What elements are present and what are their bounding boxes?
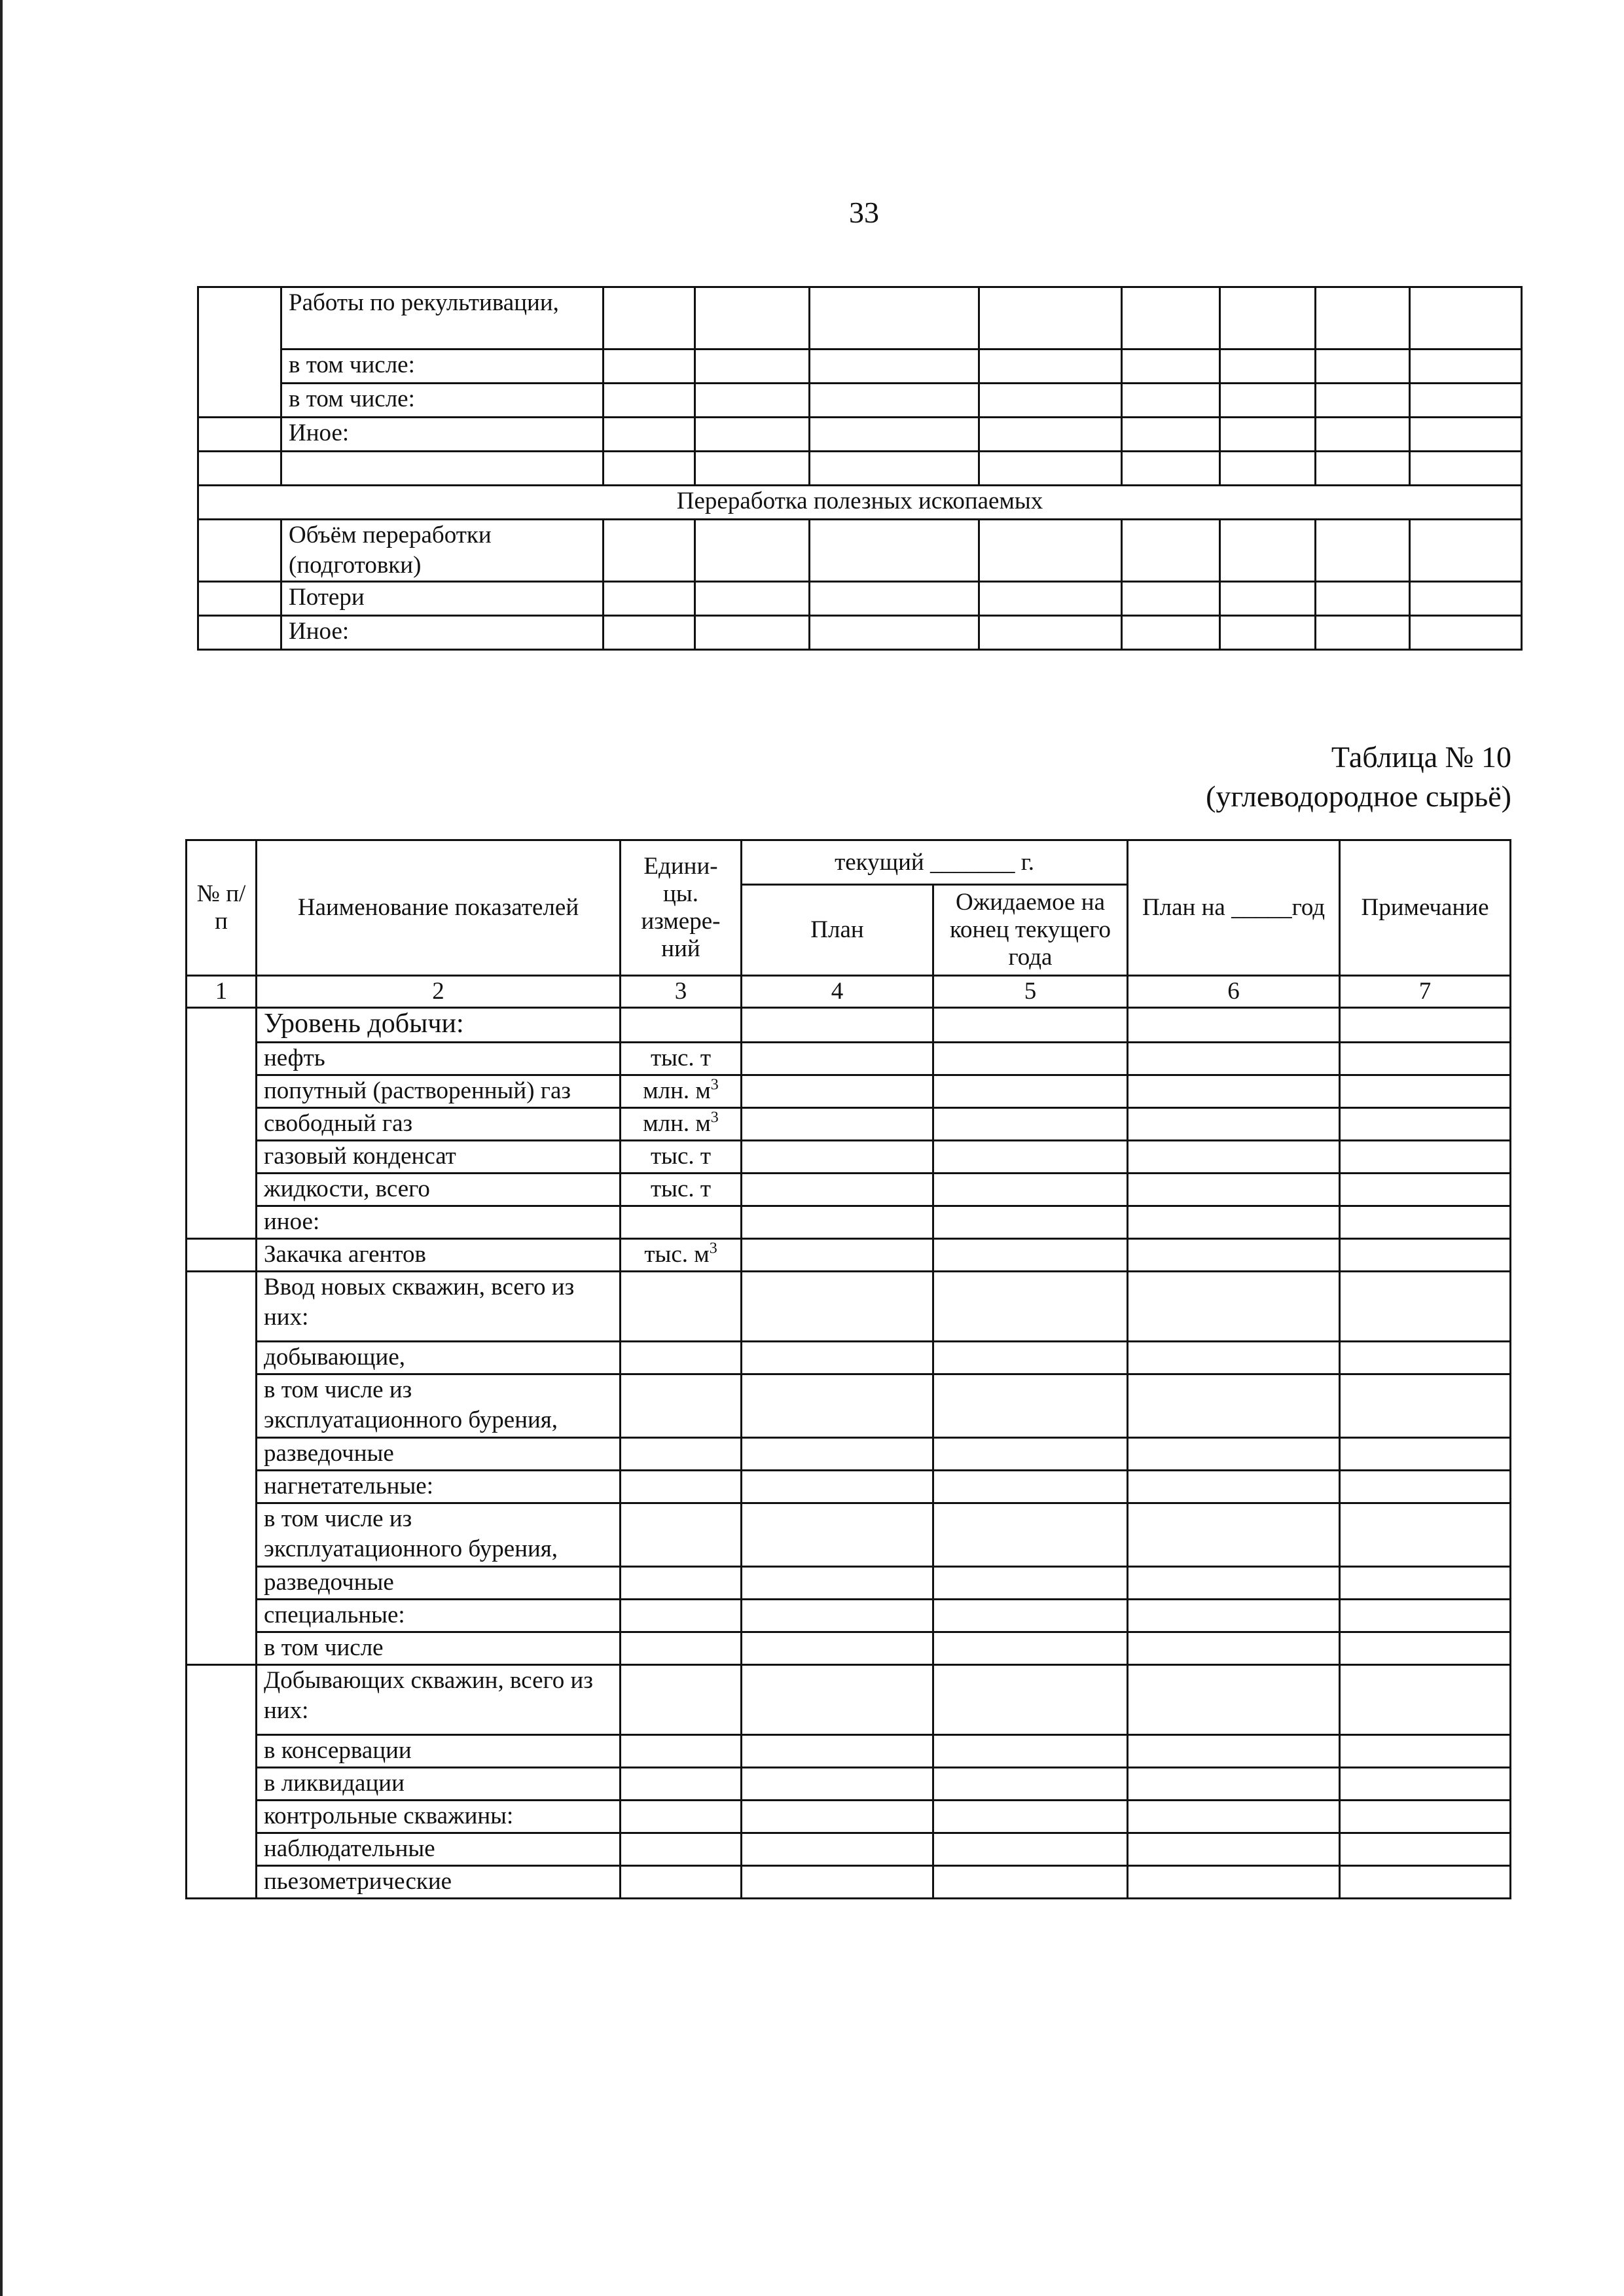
table-cell [1410, 520, 1522, 582]
table-row [187, 1833, 1511, 1866]
row-unit [621, 1206, 742, 1239]
table-row [198, 452, 1522, 486]
table-cell [1316, 384, 1410, 418]
table-cell [742, 1801, 933, 1833]
table-cell [979, 384, 1122, 418]
table-cell [933, 1768, 1128, 1801]
row-unit [621, 1008, 742, 1043]
table-cell [742, 1567, 933, 1600]
table-row [187, 1632, 1511, 1665]
table-cell [1340, 1665, 1511, 1735]
table-row [198, 616, 1522, 650]
table-row [187, 1008, 1511, 1043]
table-cell [933, 1632, 1128, 1665]
table-cell [198, 287, 281, 418]
table-cell [695, 520, 810, 582]
table-cell [1340, 1075, 1511, 1108]
table-cell [742, 1043, 933, 1075]
table-row [187, 1471, 1511, 1503]
row-label: иное: [257, 1206, 621, 1239]
table-cell [979, 616, 1122, 650]
column-numbers-row [187, 976, 1511, 1008]
row-label: в том числе [257, 1632, 621, 1665]
table-cell [604, 418, 695, 452]
header-num: № п/п [187, 840, 257, 976]
table-cell [1220, 418, 1316, 452]
table-cell [810, 616, 979, 650]
table-cell [621, 1866, 742, 1899]
table-cell [1340, 1043, 1511, 1075]
row-label: газовый конденсат [257, 1141, 621, 1174]
table-row [198, 418, 1522, 452]
table-cell [1410, 582, 1522, 616]
table-row [187, 1438, 1511, 1471]
table-cell [1340, 1206, 1511, 1239]
table-cell [742, 1374, 933, 1438]
row-label: контрольные скважины: [257, 1801, 621, 1833]
row-label: в том числе: [281, 350, 604, 384]
table-cell [604, 520, 695, 582]
table-cell [1340, 1141, 1511, 1174]
table-row [187, 1374, 1511, 1438]
row-unit: тыс. т [621, 1043, 742, 1075]
table-cell [742, 1471, 933, 1503]
table-cell [933, 1374, 1128, 1438]
table-row [187, 1503, 1511, 1567]
table-cell [742, 1075, 933, 1108]
table-cell [1128, 1075, 1340, 1108]
table-cell [1340, 1735, 1511, 1768]
table-cell [1128, 1801, 1340, 1833]
column-number: 6 [1128, 976, 1340, 1008]
table-cell [1316, 350, 1410, 384]
row-unit: тыс. $м^3$ [621, 1239, 742, 1272]
table-cell [933, 1801, 1128, 1833]
table-cell [1410, 350, 1522, 384]
table-cell [933, 1108, 1128, 1141]
table-row [187, 1272, 1511, 1342]
table-cell [621, 1272, 742, 1342]
table-cell [187, 1239, 257, 1272]
header-plan-year: План на _____год [1128, 840, 1340, 976]
row-label: нагнетательные: [257, 1471, 621, 1503]
table-cell [1340, 1866, 1511, 1899]
table-cell [742, 1141, 933, 1174]
table-cell [933, 1206, 1128, 1239]
table-cell [1220, 384, 1316, 418]
table-cell [695, 418, 810, 452]
table-row [198, 384, 1522, 418]
table-cell [621, 1735, 742, 1768]
table-cell [1340, 1272, 1511, 1342]
table-row [187, 1735, 1511, 1768]
row-label: Объём переработки (подготовки) [281, 520, 604, 582]
table-cell [621, 1665, 742, 1735]
column-number: 1 [187, 976, 257, 1008]
table-cell [742, 1272, 933, 1342]
row-label: Иное: [281, 418, 604, 452]
table-cell [1220, 452, 1316, 486]
table-cell [979, 582, 1122, 616]
row-label: Ввод новых скважин, всего из них: [257, 1272, 621, 1342]
table-cell [1128, 1043, 1340, 1075]
row-label: разведочные [257, 1567, 621, 1600]
table-caption-subtitle: (углеводородное сырьё) [1206, 780, 1511, 813]
table-cell [742, 1600, 933, 1632]
table-row [198, 520, 1522, 582]
table-cell [1128, 1567, 1340, 1600]
row-label: Потери [281, 582, 604, 616]
header-note: Примечание [1340, 840, 1511, 976]
column-number: 5 [933, 976, 1128, 1008]
table-cell [1340, 1239, 1511, 1272]
row-label: попутный (растворенный) газ [257, 1075, 621, 1108]
table-cell [933, 1043, 1128, 1075]
table-cell [1122, 350, 1220, 384]
table-caption-number: Таблица № 10 [1331, 740, 1511, 774]
row-label: специальные: [257, 1600, 621, 1632]
header-current-year: текущий _______ г. [742, 840, 1128, 885]
row-label: Добывающих скважин, всего из них: [257, 1665, 621, 1735]
table-cell [810, 350, 979, 384]
table-cell [810, 452, 979, 486]
header-name: Наименование показателей [257, 840, 621, 976]
table-cell [621, 1768, 742, 1801]
table-cell [1122, 452, 1220, 486]
table-cell [933, 1174, 1128, 1206]
table-cell [1122, 520, 1220, 582]
table-cell [933, 1600, 1128, 1632]
table-cell [742, 1665, 933, 1735]
table-cell [1128, 1342, 1340, 1374]
table-cell [1128, 1665, 1340, 1735]
table-cell [1128, 1239, 1340, 1272]
table-cell [810, 520, 979, 582]
table-cell [933, 1833, 1128, 1866]
row-label: Закачка агентов [257, 1239, 621, 1272]
table-cell [198, 452, 281, 486]
section-row [198, 486, 1522, 520]
table-cell [187, 1272, 257, 1665]
table-cell [621, 1471, 742, 1503]
table-cell [1128, 1141, 1340, 1174]
table-cell [1340, 1471, 1511, 1503]
table-row [187, 1801, 1511, 1833]
table-cell [1128, 1272, 1340, 1342]
table-cell [621, 1801, 742, 1833]
table-cell [695, 287, 810, 350]
table-cell [933, 1471, 1128, 1503]
row-unit: тыс. т [621, 1174, 742, 1206]
row-label: жидкости, всего [257, 1174, 621, 1206]
column-number: 3 [621, 976, 742, 1008]
table-row [198, 582, 1522, 616]
table-cell [1340, 1174, 1511, 1206]
table-cell [810, 287, 979, 350]
section-title: Переработка полезных ископаемых [198, 486, 1522, 520]
table-cell [187, 1665, 257, 1899]
table-cell [695, 616, 810, 650]
table-cell [621, 1438, 742, 1471]
table-cell [621, 1503, 742, 1567]
table-cell [695, 350, 810, 384]
header-row [187, 840, 1511, 885]
table-cell [1316, 616, 1410, 650]
table-cell [1122, 384, 1220, 418]
table-cell [1340, 1438, 1511, 1471]
table-cell [621, 1567, 742, 1600]
table-cell [1410, 452, 1522, 486]
row-label: в консервации [257, 1735, 621, 1768]
table-cell [1340, 1108, 1511, 1141]
column-number: 2 [257, 976, 621, 1008]
table-cell [933, 1272, 1128, 1342]
table-cell [979, 418, 1122, 452]
table-cell [933, 1438, 1128, 1471]
table-cell [604, 582, 695, 616]
row-label: добывающие, [257, 1342, 621, 1374]
row-unit: млн. $м^3$ [621, 1075, 742, 1108]
row-unit: млн. $м^3$ [621, 1108, 742, 1141]
table-cell [742, 1866, 933, 1899]
scan-left-edge [0, 0, 3, 2296]
table-row [187, 1665, 1511, 1735]
table-cell [604, 350, 695, 384]
table-cell [1128, 1735, 1340, 1768]
row-unit: тыс. т [621, 1141, 742, 1174]
table-row [187, 1866, 1511, 1899]
row-label: Уровень добычи: [257, 1008, 621, 1043]
table-cell [1128, 1108, 1340, 1141]
table-cell [742, 1833, 933, 1866]
row-label [281, 452, 604, 486]
hydrocarbon-table [185, 839, 1511, 1899]
table-cell [979, 520, 1122, 582]
row-label: Работы по рекультивации, [281, 287, 604, 350]
table-cell [198, 616, 281, 650]
table-cell [1220, 616, 1316, 650]
table-cell [604, 384, 695, 418]
table-cell [1220, 582, 1316, 616]
table-cell [810, 418, 979, 452]
table-cell [1128, 1206, 1340, 1239]
column-number: 7 [1340, 976, 1511, 1008]
table-cell [933, 1665, 1128, 1735]
page-number: 33 [849, 196, 879, 229]
table-row [198, 350, 1522, 384]
table-row [187, 1075, 1511, 1108]
table-cell [742, 1438, 933, 1471]
table-cell [1340, 1600, 1511, 1632]
column-number: 4 [742, 976, 933, 1008]
table-cell [1220, 520, 1316, 582]
table-cell [933, 1141, 1128, 1174]
table-cell [1122, 582, 1220, 616]
row-label: разведочные [257, 1438, 621, 1471]
table-cell [742, 1008, 933, 1043]
table-cell [1128, 1600, 1340, 1632]
reclamation-processing-table [197, 286, 1523, 651]
header-plan: План [742, 885, 933, 976]
table-row [187, 1239, 1511, 1272]
table-cell [1340, 1768, 1511, 1801]
table-row [198, 287, 1522, 350]
table-cell [187, 1008, 257, 1239]
table-cell [1128, 1174, 1340, 1206]
table-cell [1128, 1008, 1340, 1043]
table-cell [933, 1735, 1128, 1768]
row-label: в том числе: [281, 384, 604, 418]
table-row [187, 1342, 1511, 1374]
table-row [187, 1174, 1511, 1206]
table-cell [979, 350, 1122, 384]
table-row [187, 1206, 1511, 1239]
table-cell [933, 1866, 1128, 1899]
table-cell [742, 1632, 933, 1665]
table-cell [1340, 1342, 1511, 1374]
table-cell [1340, 1801, 1511, 1833]
table-row [187, 1043, 1511, 1075]
row-label: нефть [257, 1043, 621, 1075]
table-cell [742, 1768, 933, 1801]
table-cell [1340, 1632, 1511, 1665]
table-cell [621, 1833, 742, 1866]
table-cell [1128, 1833, 1340, 1866]
table-cell [933, 1075, 1128, 1108]
table-cell [621, 1342, 742, 1374]
table-cell [1220, 350, 1316, 384]
table-cell [933, 1342, 1128, 1374]
table-cell [1340, 1008, 1511, 1043]
table-cell [933, 1008, 1128, 1043]
table-cell [621, 1600, 742, 1632]
table-cell [695, 384, 810, 418]
table-cell [1410, 418, 1522, 452]
header-expected: Ожидаемое на конец текущего года [933, 885, 1128, 976]
table-cell [1122, 616, 1220, 650]
table-cell [1128, 1866, 1340, 1899]
table-cell [1128, 1768, 1340, 1801]
table-cell [198, 418, 281, 452]
table-cell [604, 452, 695, 486]
table-cell [695, 452, 810, 486]
table-cell [1122, 287, 1220, 350]
table-cell [1340, 1833, 1511, 1866]
table-cell [742, 1239, 933, 1272]
row-label: наблюдательные [257, 1833, 621, 1866]
table-cell [1340, 1374, 1511, 1438]
table-cell [1340, 1503, 1511, 1567]
table-cell [1410, 287, 1522, 350]
table-cell [1128, 1471, 1340, 1503]
table-cell [1220, 287, 1316, 350]
table-cell [933, 1239, 1128, 1272]
table-cell [1316, 582, 1410, 616]
header-units: Едини-цы. измере-ний [621, 840, 742, 976]
table-row [187, 1141, 1511, 1174]
table-cell [1128, 1438, 1340, 1471]
table-cell [198, 520, 281, 582]
table-cell [1410, 384, 1522, 418]
table-cell [742, 1735, 933, 1768]
table-cell [1128, 1374, 1340, 1438]
table-cell [810, 384, 979, 418]
table-cell [742, 1503, 933, 1567]
table-cell [695, 582, 810, 616]
table-cell [604, 287, 695, 350]
table-cell [742, 1174, 933, 1206]
table-cell [979, 287, 1122, 350]
table-cell [1410, 616, 1522, 650]
table-cell [742, 1206, 933, 1239]
table-cell [1316, 287, 1410, 350]
row-label: в том числе из эксплуатационного бурения, [257, 1503, 621, 1567]
table-cell [1316, 452, 1410, 486]
table-cell [604, 616, 695, 650]
table-cell [198, 582, 281, 616]
table-cell [1340, 1567, 1511, 1600]
table-row [187, 1600, 1511, 1632]
table-cell [742, 1342, 933, 1374]
table-cell [810, 582, 979, 616]
table-row [187, 1567, 1511, 1600]
row-label: свободный газ [257, 1108, 621, 1141]
row-label: в том числе из эксплуатационного бурения, [257, 1374, 621, 1438]
table-cell [933, 1503, 1128, 1567]
table-cell [621, 1374, 742, 1438]
table-cell [1128, 1503, 1340, 1567]
table-cell [933, 1567, 1128, 1600]
table-cell [1128, 1632, 1340, 1665]
row-label: Иное: [281, 616, 604, 650]
table-cell [1316, 520, 1410, 582]
table-row [187, 1108, 1511, 1141]
row-label: в ликвидации [257, 1768, 621, 1801]
table-cell [979, 452, 1122, 486]
table-row [187, 1768, 1511, 1801]
row-label: пьезометрические [257, 1866, 621, 1899]
table-cell [1122, 418, 1220, 452]
table-cell [742, 1108, 933, 1141]
table-cell [1316, 418, 1410, 452]
table-cell [621, 1632, 742, 1665]
